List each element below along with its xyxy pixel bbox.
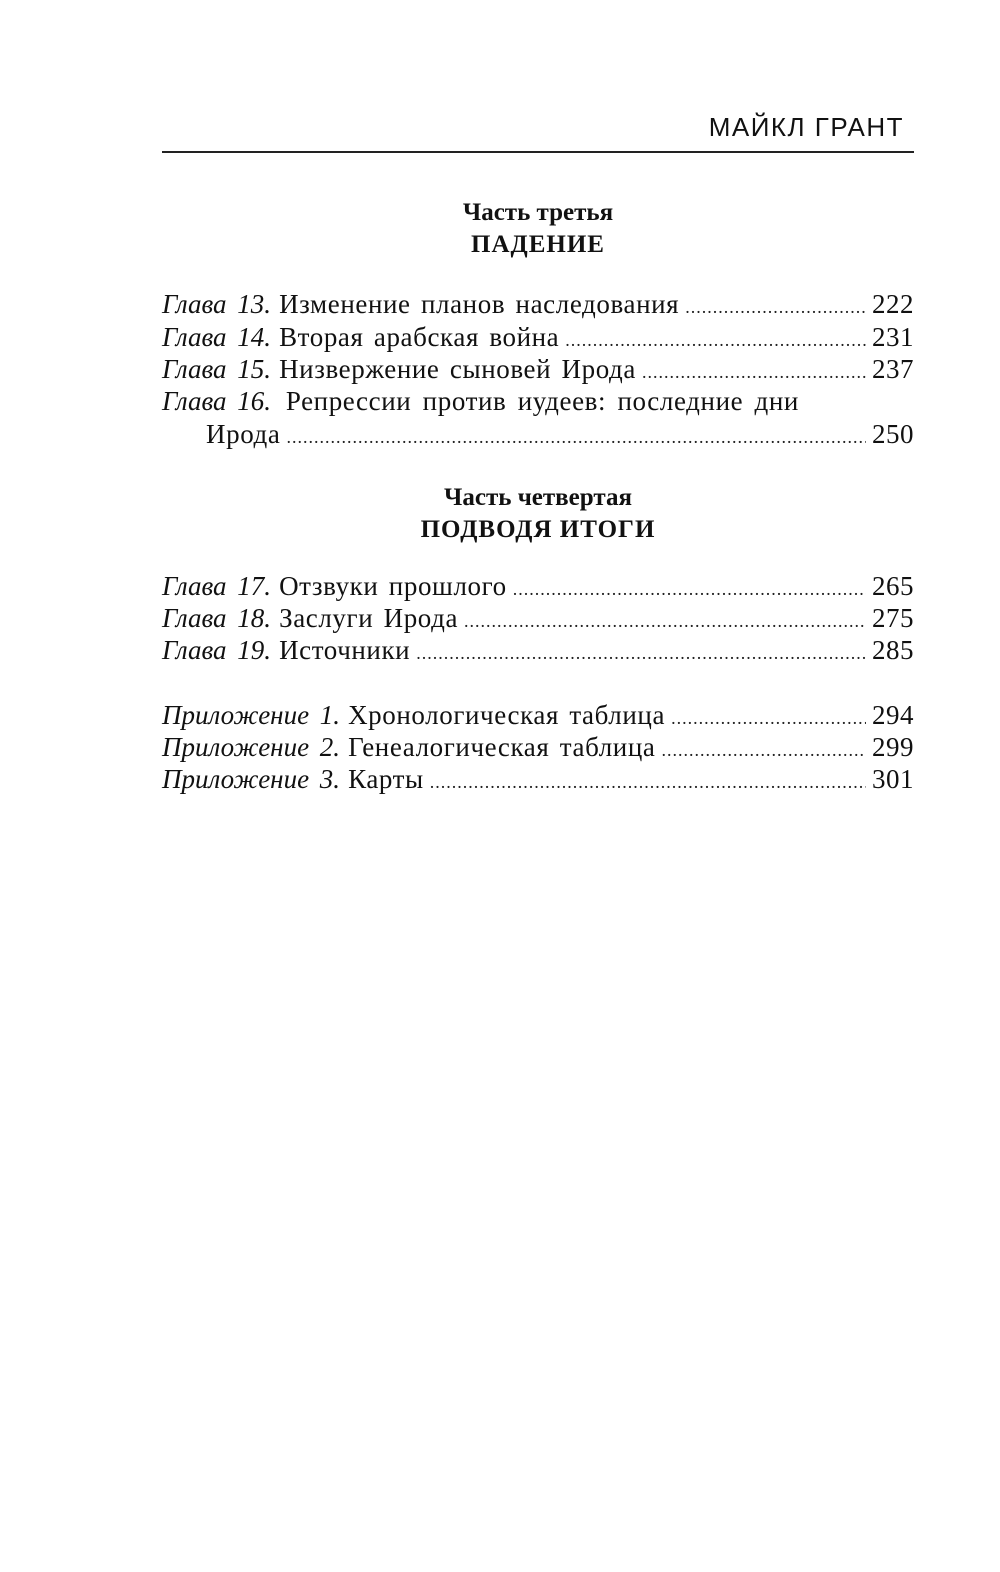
- page-number: 237: [872, 354, 914, 384]
- chapter-title: Заслуги Ирода: [279, 603, 459, 633]
- page-number: 222: [872, 289, 914, 319]
- chapter-title: Изменение планов наследования: [279, 289, 680, 319]
- dot-leader: [464, 605, 866, 637]
- dot-leader: [565, 324, 866, 356]
- chapter-title: Низвержение сыновей Ирода: [279, 354, 636, 384]
- appendix-label: Приложение 1.: [162, 700, 341, 730]
- toc-entry-chapter-15[interactable]: [162, 353, 914, 385]
- chapter-label: Глава 13.: [162, 289, 272, 319]
- page-number: 231: [872, 322, 914, 352]
- chapter-label: Глава 17.: [162, 571, 272, 601]
- dot-leader: [286, 421, 866, 453]
- chapter-title: Вторая арабская война: [279, 322, 560, 352]
- dot-leader: [662, 734, 867, 766]
- part-3-heading: [162, 197, 914, 261]
- dot-leader: [642, 356, 866, 388]
- page-number: 250: [872, 419, 914, 449]
- chapter-label: Глава 14.: [162, 322, 272, 352]
- appendix-label: Приложение 2.: [162, 732, 341, 762]
- dot-leader: [416, 637, 866, 669]
- toc-entry-chapter-14[interactable]: [162, 321, 914, 353]
- dot-leader: [513, 573, 866, 605]
- header-rule: [162, 151, 914, 153]
- appendix-title: Карты: [348, 764, 424, 794]
- appendix-title: Генеалогическая таблица: [348, 732, 656, 762]
- chapter-label: Глава 15.: [162, 354, 272, 384]
- toc-entry-appendix-1[interactable]: [162, 699, 914, 731]
- page-number: 275: [872, 603, 914, 633]
- toc-entry-chapter-16-continuation[interactable]: [206, 418, 914, 450]
- page-number: 301: [872, 764, 914, 794]
- toc-entry-appendix-2[interactable]: [162, 731, 914, 763]
- part-3-title: ПАДЕНИЕ: [471, 231, 605, 258]
- chapter-title: Источники: [279, 635, 411, 665]
- appendix-title: Хронологическая таблица: [348, 700, 666, 730]
- chapter-title: Отзвуки прошлого: [279, 571, 507, 601]
- toc-entry-appendix-3[interactable]: [162, 763, 914, 795]
- page-number: 294: [872, 700, 914, 730]
- chapter-label: Глава 16.: [162, 386, 272, 416]
- toc-entry-chapter-17[interactable]: [162, 570, 914, 602]
- page-number: 265: [872, 571, 914, 601]
- part-4-heading: [162, 482, 914, 546]
- chapter-title: Репрессии против иудеев: последние дни: [285, 386, 799, 416]
- dot-leader: [671, 702, 866, 734]
- toc-entry-chapter-19[interactable]: [162, 634, 914, 666]
- dot-leader: [430, 766, 866, 798]
- chapter-label: Глава 19.: [162, 635, 272, 665]
- part-4-title: ПОДВОДЯ ИТОГИ: [420, 516, 656, 543]
- appendix-label: Приложение 3.: [162, 764, 341, 794]
- running-head: МАЙКЛ ГРАНТ: [708, 112, 904, 142]
- toc-entry-chapter-18[interactable]: [162, 602, 914, 634]
- chapter-title-continuation: Ирода: [206, 419, 281, 449]
- page-number: 285: [872, 635, 914, 665]
- part-3-label: Часть третья: [462, 199, 614, 226]
- toc-entry-chapter-16[interactable]: [162, 385, 914, 417]
- toc-entry-chapter-13[interactable]: [162, 288, 914, 320]
- chapter-label: Глава 18.: [162, 603, 272, 633]
- page-number: 299: [872, 732, 914, 762]
- dot-leader: [685, 291, 866, 323]
- part-4-label: Часть четвертая: [444, 484, 632, 511]
